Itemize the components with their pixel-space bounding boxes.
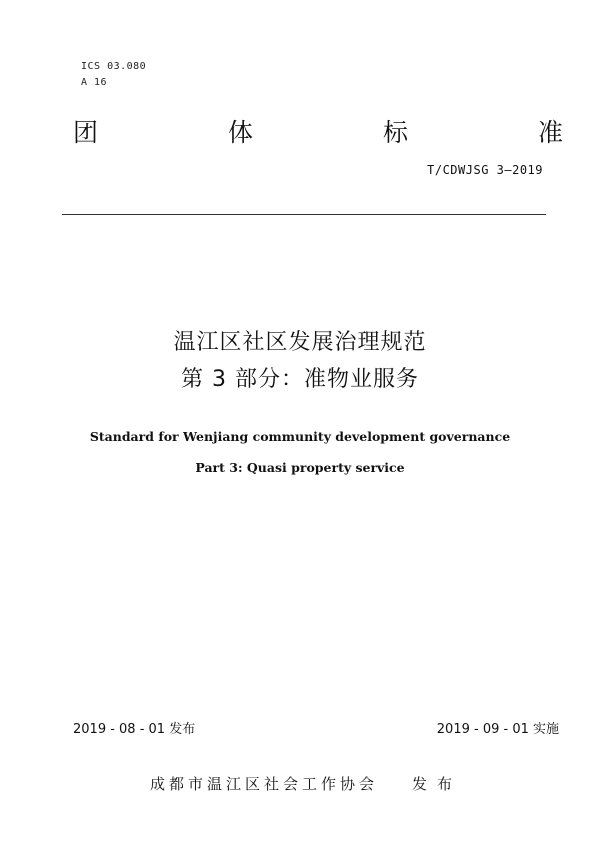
title-cn-line1: 温江区社区发展治理规范 (173, 330, 427, 355)
header-divider (62, 214, 546, 215)
banner-char: 准 (537, 118, 563, 147)
issuer-line (150, 773, 462, 794)
implement-date: 2019 - 09 - 01 实施 (436, 722, 559, 737)
standard-number: T/CDWJSG 3—2019 (427, 163, 543, 177)
banner-char: 团 (73, 118, 99, 147)
ics-code: ICS 03.080 (81, 61, 147, 72)
publish-date: 2019 - 08 - 01 发布 (73, 722, 196, 737)
ccs-code: A 16 (81, 77, 108, 88)
title-en-line1: Standard for Wenjiang community development governance (89, 429, 511, 444)
classification-codes (81, 59, 146, 91)
title-en-line2: Part 3: Quasi property service (195, 460, 405, 475)
issuer-action: 发布 (412, 775, 463, 793)
banner-char: 标 (382, 118, 408, 147)
issuer-name: 成都市温江区社会工作协会 (150, 775, 379, 793)
title-cn-line2: 第 3 部分：准物业服务 (181, 367, 419, 392)
banner-char: 体 (227, 118, 253, 147)
standard-type-banner (73, 113, 563, 149)
